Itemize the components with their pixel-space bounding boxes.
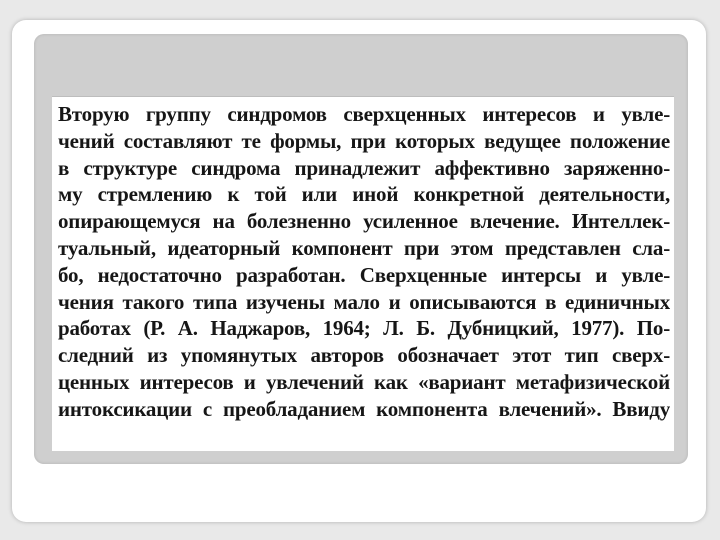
text-line: ценных интересов и увлечений как «вариант метафизической bbox=[58, 369, 670, 394]
text-line: чения такого типа изучены мало и описываются в единичных bbox=[58, 289, 670, 314]
text-line: бо, недостаточно разработан. Сверхценные интерсы и увле- bbox=[58, 262, 670, 287]
text-line: интоксикации с преобладанием компонента влечений». Ввиду bbox=[58, 396, 670, 421]
text-line: в структуре синдрома принадлежит аффективно заряженно- bbox=[58, 155, 670, 180]
text-line: работах (Р. А. Наджаров, 1964; Л. Б. Дубницкий, 1977). По- bbox=[58, 316, 670, 341]
text-line: Вторую группу синдромов сверхценных интересов и увле- bbox=[58, 102, 670, 126]
text-line: опирающемуся на болезненно усиленное влечение. Интеллек- bbox=[58, 209, 670, 234]
scanned-paragraph bbox=[58, 101, 670, 423]
scanned-text-image bbox=[52, 96, 674, 451]
text-line: туальный, идеаторный компонент при этом представлен сла- bbox=[58, 235, 670, 260]
slide-frame bbox=[12, 20, 706, 522]
text-line: чений составляют те формы, при которых ведущее положение bbox=[58, 128, 670, 153]
text-line: му стремлению к той или иной конкретной деятельности, bbox=[58, 182, 670, 207]
text-line: следний из упомянутых авторов обозначает этот тип сверх- bbox=[58, 343, 670, 368]
